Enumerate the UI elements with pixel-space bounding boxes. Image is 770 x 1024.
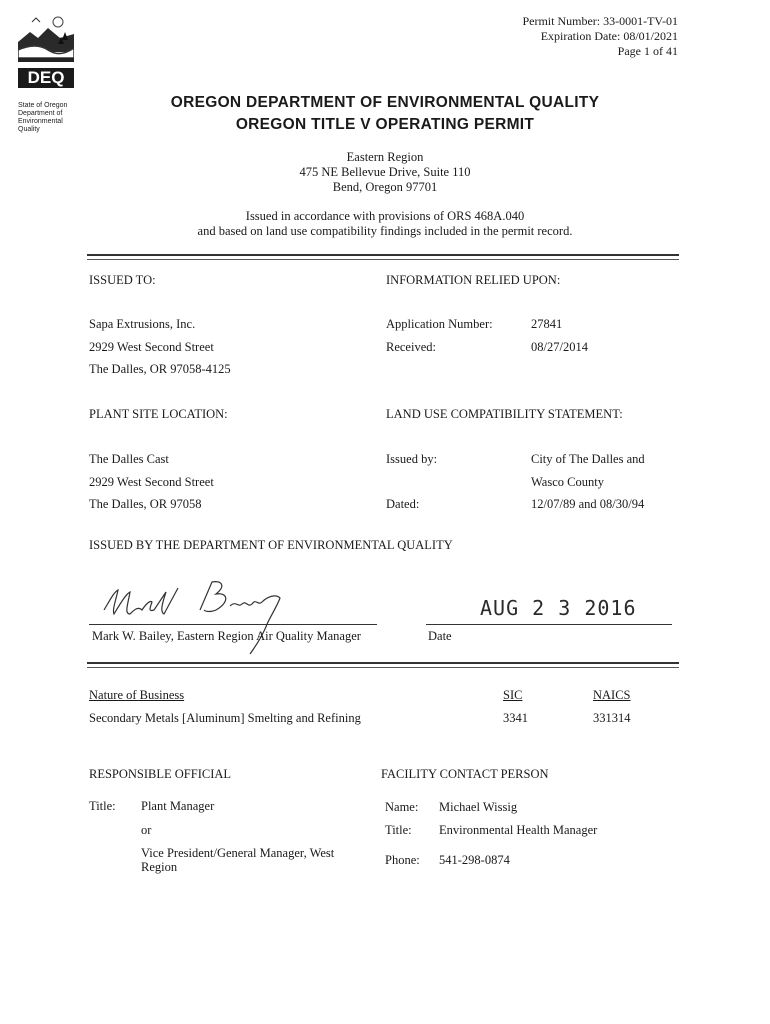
accordance-line-1: Issued in accordance with provisions of ORS 468A.040	[245, 209, 525, 223]
permit-header	[522, 14, 678, 59]
expiration-date: Expiration Date: 08/01/2021	[540, 29, 678, 43]
agency-line-4: Quality	[18, 126, 40, 133]
divider-mid-2	[87, 667, 679, 668]
date-label: Date	[428, 629, 452, 643]
contact-title-label: Title:	[385, 823, 412, 837]
issued-to-name: Sapa Extrusions, Inc.	[89, 317, 196, 331]
signer-name: Mark W. Bailey, Eastern Region Air Quality Manager	[92, 629, 361, 643]
issued-by-label: Issued by:	[386, 452, 438, 466]
issued-by-value-2: Wasco County	[531, 475, 604, 489]
accordance-line-2: and based on land use compatibility findings included in the permit record.	[197, 224, 573, 238]
official-title-label: Title:	[89, 799, 116, 813]
title-line-1: OREGON DEPARTMENT OF ENVIRONMENTAL QUALITY	[170, 94, 600, 111]
sic-value: 3341	[503, 711, 528, 725]
region-address-1: 475 NE Bellevue Drive, Suite 110	[299, 165, 471, 179]
issued-to-heading: ISSUED TO:	[89, 273, 156, 287]
plant-site-heading: PLANT SITE LOCATION:	[89, 407, 228, 421]
dated-label: Dated:	[386, 497, 420, 511]
issued-to-city: The Dalles, OR 97058-4125	[89, 362, 231, 376]
divider-mid-1	[87, 662, 679, 664]
agency-line-3: Environmental	[18, 118, 63, 125]
plant-site-street: 2929 West Second Street	[89, 475, 214, 489]
divider-top-2	[87, 259, 679, 260]
plant-site-name: The Dalles Cast	[89, 452, 169, 466]
application-number-label: Application Number:	[386, 317, 493, 331]
responsible-official-heading: RESPONSIBLE OFFICIAL	[89, 767, 232, 781]
issued-by-value-1: City of The Dalles and	[531, 452, 645, 466]
dated-value: 12/07/89 and 08/30/94	[531, 497, 645, 511]
permit-number: Permit Number: 33-0001-TV-01	[522, 14, 678, 28]
deq-logo	[18, 12, 74, 92]
region-address-2: Bend, Oregon 97701	[332, 180, 438, 194]
official-or: or	[141, 823, 152, 837]
region-block	[0, 150, 770, 195]
plant-site-city: The Dalles, OR 97058	[89, 497, 202, 511]
contact-phone-value: 541-298-0874	[439, 853, 510, 867]
agency-line-2: Department of	[18, 110, 63, 117]
date-stamp: AUG 2 3 2016	[480, 596, 637, 620]
land-use-heading: LAND USE COMPATIBILITY STATEMENT:	[386, 407, 623, 421]
divider-top-1	[87, 254, 679, 256]
contact-name-value: Michael Wissig	[439, 800, 518, 814]
issued-to-street: 2929 West Second Street	[89, 340, 214, 354]
region-name: Eastern Region	[346, 150, 424, 164]
landscape-icon	[18, 12, 74, 70]
signature-line	[89, 624, 377, 625]
naics-value: 331314	[593, 711, 631, 725]
signature-scribble	[100, 570, 340, 660]
deq-badge: DEQ	[18, 68, 74, 88]
info-relied-heading: INFORMATION RELIED UPON:	[386, 273, 561, 287]
agency-line-1: State of Oregon	[18, 102, 68, 109]
naics-heading: NAICS	[593, 688, 631, 702]
received-value: 08/27/2014	[531, 340, 588, 354]
nature-of-business-heading: Nature of Business	[89, 688, 185, 702]
official-title-value-1: Plant Manager	[141, 799, 215, 813]
contact-phone-label: Phone:	[385, 853, 420, 867]
contact-title-value: Environmental Health Manager	[439, 823, 598, 837]
date-line	[426, 624, 672, 625]
sic-heading: SIC	[503, 688, 523, 702]
facility-contact-heading: FACILITY CONTACT PERSON	[381, 767, 549, 781]
issued-by-department: ISSUED BY THE DEPARTMENT OF ENVIRONMENTAL QUALITY	[89, 538, 453, 552]
contact-name-label: Name:	[385, 800, 419, 814]
received-label: Received:	[386, 340, 436, 354]
application-number-value: 27841	[531, 317, 563, 331]
issued-accordance	[0, 209, 770, 239]
official-title-value-2a: Vice President/General Manager, West	[141, 846, 335, 860]
official-title-value-2b: Region	[141, 860, 178, 874]
nature-of-business-value: Secondary Metals [Aluminum] Smelting and Refining	[89, 711, 361, 725]
page-number: Page 1 of 41	[617, 44, 678, 58]
title-line-2: OREGON TITLE V OPERATING PERMIT	[235, 116, 535, 133]
